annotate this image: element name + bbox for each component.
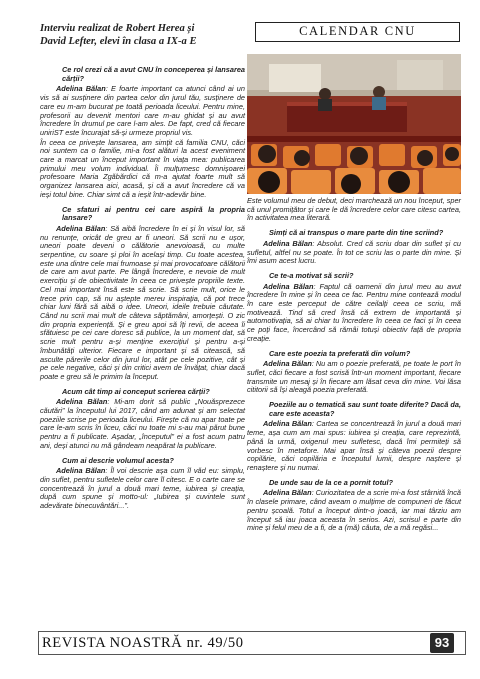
- question-theme: Poeziile au o tematică sau sunt toate diferite? Dacă da, care este aceasta?: [269, 400, 461, 418]
- answer-when: [40, 398, 245, 450]
- answer-text: : Cartea se concentrează în jurul a două mari teme, așa cum am mai spus: iubirea și creația, care reprezintă, până la urmă, oxigenul meu sufletesc, dacă îmi permiteți să vorbesc în metafore. Mai apar însă și câteva poezii despre copilărie, căci copilăria e începutul lumii, despre naștere și renaștere și nu numai.: [247, 419, 461, 472]
- magazine-title: REVISTA NOASTRĂ nr. 49/50: [42, 635, 244, 651]
- answer-text: : Să aibă încredere în ei și în visul lor, să nu renunțe, oricât de greu ar fi uneori. Să scrii nu e ușor, uneori poate deveni o călătorie anevoioasă, cu multe serpentine, cu soare și ploi în același timp. Cu toate acestea, este una dintre cele mai frumoase și mai provocatoare călătorii de care am avut parte. Pe lângă încredere, e nevoie de mult exercițiu și de obiectivitate în ceea ce privește propriile texte. Cel mai important însă este să scrie. Să scrie mult, orice le trece prin cap, să nu aștepte mereu inspirația, că pot trece chiar luni fără să aibă o idee. Uneori, ideile trebuie căutate. Când nu scrii mai mult de câteva săptămâni, amorțești. O zic din propria experiență. Și e greu apoi să îți revii, de aceea îi sfătuiesc pe cei care doresc să publice, la un moment dat, să scrie mult pentru a-și menține exercițiul și pentru a-și îmbunătăți ulterior. Fiecare e important și să citească, să asculte părerile celor din jurul lor, atât pe cele pozitive, cât și pe cele negative, căci și din critici avem de învățat, chiar dacă poate e greu să le primim la început.: [40, 223, 245, 381]
- answer-text: : E foarte important ca atunci când ai un vis să ai susținere din partea celor din jurul tău, susținere de care eu m-am bucurat pe toată perioada liceului. Pentru mine, profesorii au devenit mentori care m-au ghidat și au avut încredere în drumul pe care l-am ales. De fapt, cred că fiecare uniriST este încurajat să-și urmeze propriul vis.: [40, 84, 245, 137]
- question-advice: Ce sfaturi ai pentru cei care aspiră la propria lansare?: [62, 204, 245, 223]
- speaker-name: Adelina Bălan: [56, 397, 108, 407]
- right-column: [247, 197, 461, 534]
- credits-line-1: Interviu realizat de Robert Herea și: [40, 23, 195, 34]
- event-photo: [247, 54, 461, 194]
- answer-motivation: [247, 283, 461, 344]
- answer-transposed: [247, 240, 461, 266]
- answer-theme: [247, 420, 461, 472]
- photo-icon: [247, 54, 461, 194]
- speaker-name: Adelina Bălan: [263, 359, 312, 369]
- answer-origin: [247, 489, 461, 533]
- answer-text: : Absolut. Cred că scriu doar din suflet și cu sufletul, altfel nu se poate. În tot ce scriu las o parte din mine. Și îmi asum acest lucru.: [247, 238, 461, 266]
- speaker-name: Adelina Bălan: [56, 84, 106, 94]
- answer-advice: [40, 225, 245, 382]
- interview-credits: [40, 22, 250, 48]
- answer-text: : Nu am o poezie preferată, pe toate le port în suflet, căci fiecare a fost scrisă într-un moment important, fiecare transmite un mesaj și în fiecare am lăsat ceva din mine. Voi lăsa cititorii să își aleagă poezia preferată.: [247, 359, 461, 395]
- answer-text: : Curiozitatea de a scrie mi-a fost stârnită încă în clasele primare, când aveam o mulțime de compuneri de făcut pentru școală. Totul a început dintr-o joacă, iar mai târziu am început să iau joaca aceasta în serios. Azi, scrisul e parte din mine și felul meu de a fi, de a (mă) căuta, de a mă regăsi...: [247, 488, 461, 533]
- speaker-name: Adelina Bălan: [56, 466, 106, 476]
- left-column: [40, 66, 245, 512]
- speaker-name: Adelina Bălan: [263, 238, 313, 248]
- answer-describe: [40, 467, 245, 511]
- question-role-cnu: Ce rol crezi că a avut CNU în conceperea și lansarea cărții?: [62, 65, 245, 83]
- question-when: Acum cât timp ai conceput scrierea cărții?: [62, 386, 210, 396]
- question-motivation: Ce te-a motivat să scrii?: [269, 270, 354, 280]
- answer-text: : Mi-am dorit să public „Nouăsprezece căutări” la începutul lui 2017, când am adunat și am selectat poeziile scrise pe perioada liceului. Firește că nu apar toate pe care le-am scris în liceu, căci nu toate mi s-au mai părut bune pentru a fi publicate. Așadar, „începutul” ei a fost acum patru ani, deși atunci nu mă gândeam neapărat la publicare.: [40, 397, 245, 450]
- question-transposed: Simți că ai transpus o mare parte din tine scriind?: [269, 228, 444, 238]
- question-describe: Cum ai descrie volumul acesta?: [62, 455, 174, 465]
- debut-paragraph: Este volumul meu de debut, deci marchează un nou început, sper că unul promițător și care le dă încredere celor care citesc cartea, în activitatea mea literară.: [247, 196, 461, 223]
- answer-favorite-poem: [247, 360, 461, 395]
- speaker-name: Adelina Bălan: [263, 281, 314, 291]
- answer-text: : Faptul că oamenii din jurul meu au avut încredere în mine și în ceea ce fac. Pentru mine contează modul în care este perceput de către ceilalți ceea ce scriu, mă motivează. Tind să cred însă că extrem de importantă și automotivația, să ai chiar tu încredere în ceea ce faci și în ceea ce poți face, încercând să rămâi totuși obiectiv față de propria creație.: [247, 281, 461, 343]
- answer-text: : Îl voi descrie așa cum îl văd eu: simplu, din suflet, pentru sufletele celor care îl citesc. E o carte care se concentrează în jurul a două mari teme, iubirea și creația, după cum spune și motto-ul: „Iubirea și cuvintele sunt adevărate binecuvântări...”.: [40, 466, 245, 511]
- credits-line-2: David Lefter, elevi în clasa a IX-a E: [40, 36, 197, 47]
- speaker-name: Adelina Bălan: [56, 223, 106, 233]
- answer-role-cnu: [40, 85, 245, 137]
- section-banner: CALENDAR CNU: [255, 22, 460, 42]
- page-number: 93: [430, 633, 454, 653]
- question-origin: De unde sau de la ce a pornit totul?: [269, 477, 394, 487]
- answer-role-cnu-cont: În ceea ce privește lansarea, am simțit că familia CNU, căci noi suntem ca o familie, mi-a fost alături la acest eveniment care a marcat un început important în viața mea: publicarea primului meu volum individual. Îi mulțumesc domnișoarei profesoare Maria Zgăbărdici că m-a ajutat foarte mult să organizez lansarea aici, acasă, și că a avut încredere că va ieși totul bine. Chiar simt că a ieșit într-adevăr bine.: [40, 137, 245, 199]
- speaker-name: Adelina Bălan: [263, 488, 312, 498]
- speaker-name: Adelina Bălan: [263, 419, 312, 429]
- question-favorite-poem: Care este poezia ta preferată din volum?: [269, 348, 411, 358]
